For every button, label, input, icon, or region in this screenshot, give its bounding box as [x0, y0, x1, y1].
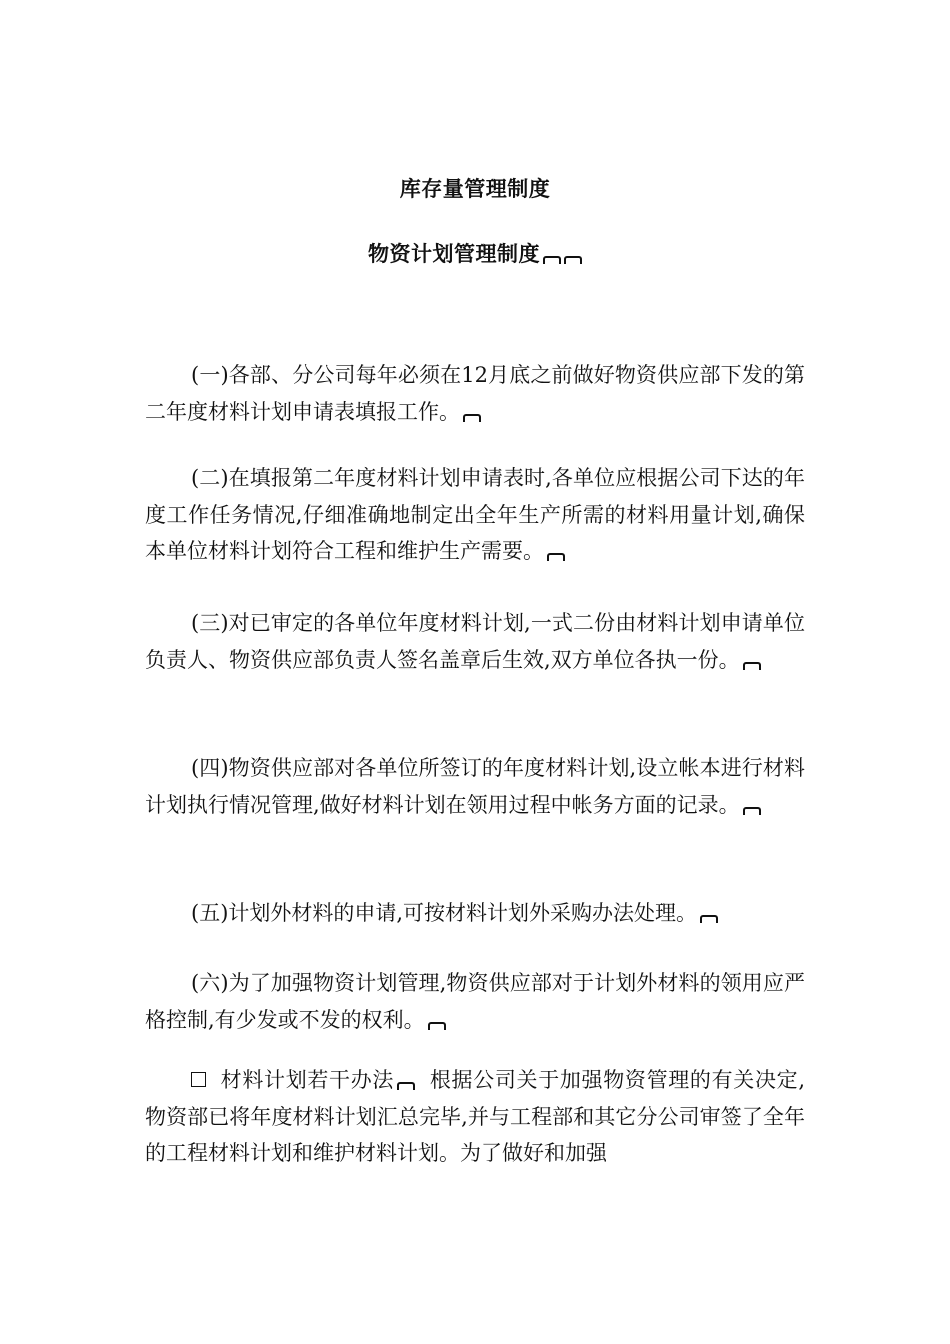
paragraph-5: [145, 895, 805, 932]
paragraph-mark-icon: [743, 662, 761, 670]
document-subtitle-text: 物资计划管理制度: [368, 242, 540, 266]
paragraph-7: [145, 1062, 805, 1172]
paragraph-mark-icon: [397, 1082, 415, 1090]
document-title: [0, 173, 950, 203]
paragraph-mark-icon: [700, 915, 718, 923]
document-title-text: 库存量管理制度: [399, 177, 551, 201]
paragraph-6-text: (六)为了加强物资计划管理,物资供应部对于计划外材料的领用应严格控制,有少发或不发的权利。: [145, 971, 805, 1032]
paragraph-1: [145, 357, 805, 430]
paragraph-3: [145, 605, 805, 678]
paragraph-5-text: (五)计划外材料的申请,可按材料计划外采购办法处理。: [191, 901, 698, 925]
document-subtitle: [0, 238, 950, 268]
paragraph-mark-icon: [463, 414, 481, 422]
paragraph-7-heading: 材料计划若干办法: [220, 1068, 395, 1092]
paragraph-1-text: (一)各部、分公司每年必须在12月底之前做好物资供应部下发的第二年度材料计划申请表填报工作。: [145, 363, 805, 424]
paragraph-4: [145, 750, 805, 823]
paragraph-2: [145, 460, 805, 570]
paragraph-mark-icon: [547, 553, 565, 561]
paragraph-mark-icon: [564, 256, 582, 264]
paragraph-mark-icon: [543, 256, 561, 264]
paragraph-3-text: (三)对已审定的各单位年度材料计划,一式二份由材料计划申请单位负责人、物资供应部负责人签名盖章后生效,双方单位各执一份。: [145, 611, 805, 672]
paragraph-4-text: (四)物资供应部对各单位所签订的年度材料计划,设立帐本进行材料计划执行情况管理,做好材料计划在领用过程中帐务方面的记录。: [145, 756, 805, 817]
paragraph-6: [145, 965, 805, 1038]
checkbox-square-icon: [191, 1072, 206, 1087]
paragraph-7-text: 根据公司关于加强物资管理的有关决定,物资部已将年度材料计划汇总完毕,并与工程部和其它分公司审签了全年的工程材料计划和维护材料计划。为了做好和加强: [145, 1068, 805, 1165]
paragraph-2-text: (二)在填报第二年度材料计划申请表时,各单位应根据公司下达的年度工作任务情况,仔细准确地制定出全年生产所需的材料用量计划,确保本单位材料计划符合工程和维护生产需要。: [145, 466, 805, 563]
paragraph-mark-icon: [743, 807, 761, 815]
paragraph-mark-icon: [428, 1022, 446, 1030]
